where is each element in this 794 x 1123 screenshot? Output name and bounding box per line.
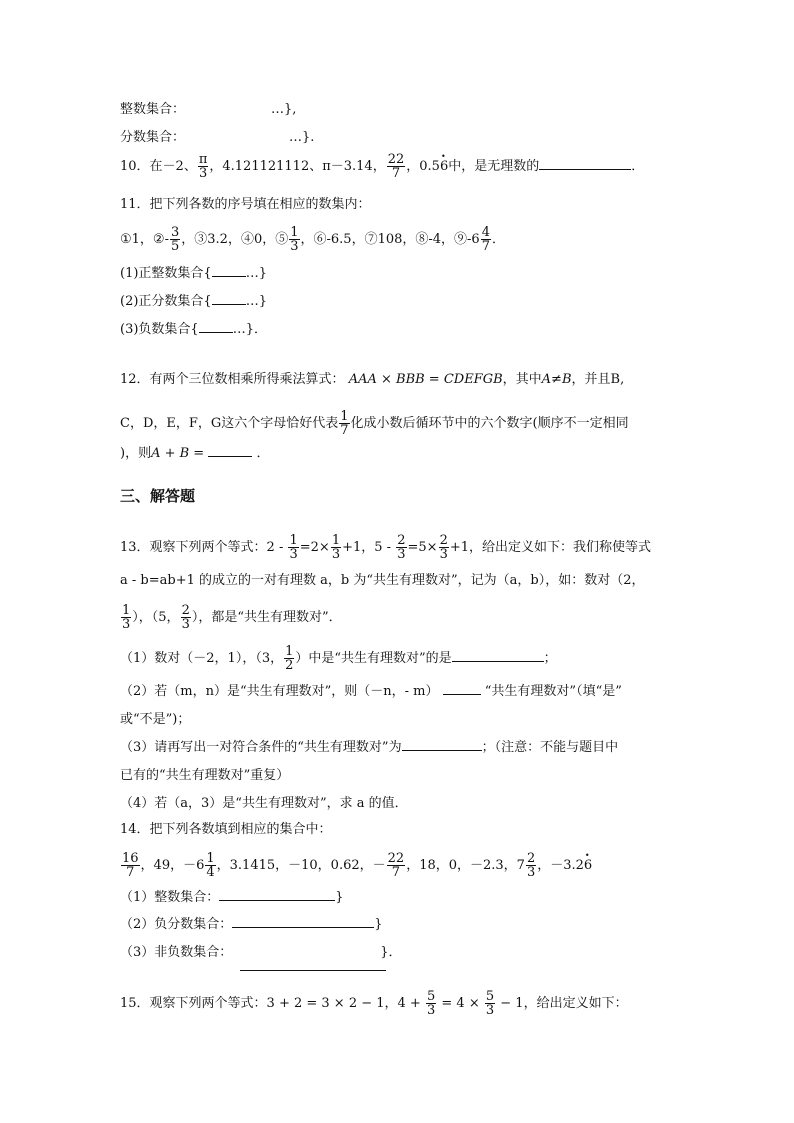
answer-blank[interactable] <box>443 682 481 695</box>
question-12-line1 <box>120 370 624 390</box>
text-fragment: 2 <box>285 658 294 673</box>
answer-blank[interactable] <box>212 292 246 305</box>
text-fragment: “共生有理数对”（填“是” <box>484 684 622 699</box>
text-fragment: ． <box>492 232 506 247</box>
text-fragment: 15．观察下列两个等式：3 + 2 = 3 × 2 − 1，4 + <box>120 996 421 1011</box>
question-13-part2-cont: 或“不是”)； <box>120 712 191 727</box>
text-fragment: ，③3.2，④0，⑤ <box>181 232 289 247</box>
text-fragment: ），（5， <box>132 610 180 625</box>
text-fragment: 13．观察下列两个等式：2 - <box>120 540 284 555</box>
text-fragment: A + B = <box>151 446 205 461</box>
text-fragment: =5× <box>407 540 438 555</box>
text-fragment: (3)负数集合{ <box>120 322 199 337</box>
repeating-digit: • 6 <box>440 157 448 177</box>
answer-blank[interactable] <box>232 915 374 928</box>
text-fragment: − 1，给出定义如下： <box>500 996 628 1011</box>
text-fragment: …}. <box>289 130 315 145</box>
text-fragment: ，4.121121112、π－3.14， <box>209 159 386 174</box>
question-12-line3 <box>120 444 270 464</box>
answer-blank[interactable] <box>452 649 544 662</box>
text-fragment: ． <box>631 159 645 174</box>
question-11-items <box>120 226 505 253</box>
text-fragment: ，49，－6 <box>140 858 205 873</box>
text-fragment: （3）请再写出一对符合条件的“共生有理数对”为 <box>120 740 402 755</box>
text-fragment: 7 <box>481 239 490 254</box>
text-fragment: 3 <box>198 166 208 181</box>
text-fragment: ． <box>256 446 270 461</box>
fraction <box>331 534 341 561</box>
fraction-set-line <box>120 128 314 148</box>
text-fragment: } <box>335 890 344 905</box>
fraction <box>170 226 180 253</box>
text-fragment: 22 <box>387 152 405 167</box>
text-fragment: 1 <box>122 603 131 618</box>
text-fragment: ①1，②- <box>120 232 169 247</box>
text-fragment: +1，给出定义如下：我们称使等式 <box>449 540 652 555</box>
text-fragment: ），都是“共生有理数对”． <box>191 610 342 625</box>
positive-integer-set <box>120 264 267 284</box>
text-fragment: （1）数对（－2，1），（3， <box>120 651 284 666</box>
text-fragment: ，18，0，－2.3，7 <box>406 858 525 873</box>
text-fragment: 2 <box>181 603 190 618</box>
text-fragment: ，3.1415，－10，0.62，－ <box>216 858 386 873</box>
question-13-line3 <box>120 604 342 631</box>
text-fragment: ，其中 <box>502 372 542 387</box>
text-fragment: 7 <box>126 865 135 880</box>
text-fragment: 整数集合： <box>120 102 186 117</box>
text-fragment: （2）负分数集合： <box>120 917 233 932</box>
text-fragment: 7 <box>391 865 401 880</box>
text-fragment: +1，5 - <box>342 540 392 555</box>
integer-set <box>120 888 344 908</box>
integer-set-line <box>120 100 296 120</box>
section-heading: 三、解答题 <box>120 487 196 505</box>
text-fragment: 10．在－2、 <box>120 159 197 174</box>
text-fragment: 3 <box>439 547 448 562</box>
text-fragment: ；（注意：不能与题目中 <box>481 740 619 755</box>
fraction <box>284 645 294 672</box>
text-fragment: = 4 × <box>441 996 480 1011</box>
text-fragment: 中，是无理数的 <box>448 159 540 174</box>
text-fragment: 5 <box>485 989 495 1004</box>
fraction <box>396 534 406 561</box>
question-13-line2: a - b=ab+1 的成立的一对有理数 a，b 为“共生有理数对”，记为（a，b），如：数对（2， <box>120 573 645 588</box>
answer-blank[interactable] <box>402 738 482 751</box>
fraction <box>181 604 191 631</box>
answer-blank[interactable] <box>212 264 246 277</box>
text-fragment: 3 <box>397 547 406 562</box>
fraction <box>205 852 215 879</box>
text-fragment: 7 <box>391 166 401 181</box>
question-13-part1 <box>120 645 557 672</box>
text-fragment: 22 <box>387 851 405 866</box>
text-fragment: 1 <box>331 533 341 548</box>
text-fragment: 1 <box>285 644 294 659</box>
fraction <box>526 852 536 879</box>
fraction <box>387 153 406 180</box>
text-fragment: C，D，E，F，G这六个字母恰好代表 <box>120 416 339 431</box>
text-fragment: ，并且B, <box>571 372 625 387</box>
fraction <box>426 990 436 1017</box>
text-fragment: 1 <box>340 409 349 424</box>
text-fragment: 1 <box>206 851 215 866</box>
fraction <box>485 990 495 1017</box>
text-fragment: A≠B <box>541 372 572 387</box>
text-fragment: ； <box>543 651 557 666</box>
text-fragment: 分数集合： <box>120 130 186 145</box>
negative-set <box>120 320 267 340</box>
question-10 <box>120 153 644 180</box>
fraction <box>121 604 131 631</box>
text-fragment: 1 <box>290 225 299 240</box>
fraction <box>339 410 349 437</box>
answer-blank[interactable] <box>199 320 233 333</box>
text-fragment: ，⑥-6.5，⑦108，⑧-4，⑨-6 <box>300 232 480 247</box>
text-fragment: }． <box>380 945 402 960</box>
fraction <box>289 226 299 253</box>
text-fragment: } <box>374 917 383 932</box>
text-fragment: 3 <box>122 617 131 632</box>
text-fragment: 化成小数后循环节中的六个数字(顺序不一定相同 <box>350 416 629 431</box>
text-fragment: 12．有两个三位数相乘所得乘法算式： <box>120 372 345 387</box>
text-fragment: （3）非负数集合： <box>120 945 233 960</box>
question-13-part3-cont: 已有的“共生有理数对”重复） <box>120 768 290 783</box>
text-fragment: ，0.5 <box>406 159 440 174</box>
fraction <box>439 534 449 561</box>
text-fragment: (2)正分数集合{ <box>120 294 212 309</box>
text-fragment: …} <box>245 266 267 281</box>
text-fragment: 2 <box>526 851 536 866</box>
text-fragment: 4 <box>206 865 215 880</box>
question-13-part3 <box>120 738 618 758</box>
text-fragment: 3 <box>181 617 190 632</box>
text-fragment: 3 <box>485 1003 495 1018</box>
answer-blank[interactable] <box>240 958 386 971</box>
text-fragment: 2 <box>439 533 448 548</box>
positive-fraction-set <box>120 292 267 312</box>
equation: AAA × BBB = CDEFGB <box>348 372 503 387</box>
fraction <box>481 226 491 253</box>
text-fragment: 3 <box>526 865 536 880</box>
text-fragment: ）中是“共生有理数对”的是 <box>295 651 452 666</box>
text-fragment: …}． <box>232 322 267 337</box>
text-fragment: 5 <box>426 989 436 1004</box>
text-fragment: （1）整数集合： <box>120 890 220 905</box>
text-fragment: …} <box>245 294 267 309</box>
fraction <box>387 852 406 879</box>
text-fragment: ，－3.2 <box>537 858 584 873</box>
question-13-part2 <box>120 682 622 702</box>
question-15 <box>120 990 628 1017</box>
text-fragment: 3 <box>170 225 180 240</box>
question-12-line2 <box>120 410 629 437</box>
text-fragment: )，则 <box>120 446 152 461</box>
fraction <box>288 534 298 561</box>
text-fragment: …}, <box>271 102 297 117</box>
question-11-title: 11．把下列各数的序号填在相应的数集内： <box>120 197 371 212</box>
text-fragment: 3 <box>331 547 341 562</box>
text-fragment: 3 <box>290 239 299 254</box>
question-14-title: 14．把下列各数填到相应的集合中： <box>120 822 332 837</box>
text-fragment: 1 <box>289 533 298 548</box>
negative-fraction-set <box>120 915 383 935</box>
answer-blank[interactable] <box>539 157 631 170</box>
text-fragment: 4 <box>481 225 490 240</box>
text-fragment: 7 <box>340 423 349 438</box>
question-13-part4: （4）若（a，3）是“共生有理数对”，求 a 的值． <box>120 796 408 811</box>
text-fragment: 3 <box>426 1003 436 1018</box>
text-fragment: (1)正整数集合{ <box>120 266 212 281</box>
text-fragment: 16 <box>122 851 139 866</box>
repeating-digit: • 6 <box>584 856 592 876</box>
fraction <box>198 153 209 180</box>
text-fragment: π <box>198 152 208 167</box>
question-13-line1 <box>120 534 651 561</box>
question-14-numbers <box>120 852 592 879</box>
text-fragment: 2 <box>397 533 406 548</box>
text-fragment: =2× <box>299 540 330 555</box>
fraction <box>121 852 140 879</box>
text-fragment: 5 <box>170 239 180 254</box>
answer-blank[interactable] <box>219 888 335 901</box>
text-fragment: （2）若（m，n）是“共生有理数对”，则（－n，- m） <box>120 684 439 699</box>
answer-blank[interactable] <box>208 444 252 457</box>
text-fragment: 3 <box>289 547 298 562</box>
